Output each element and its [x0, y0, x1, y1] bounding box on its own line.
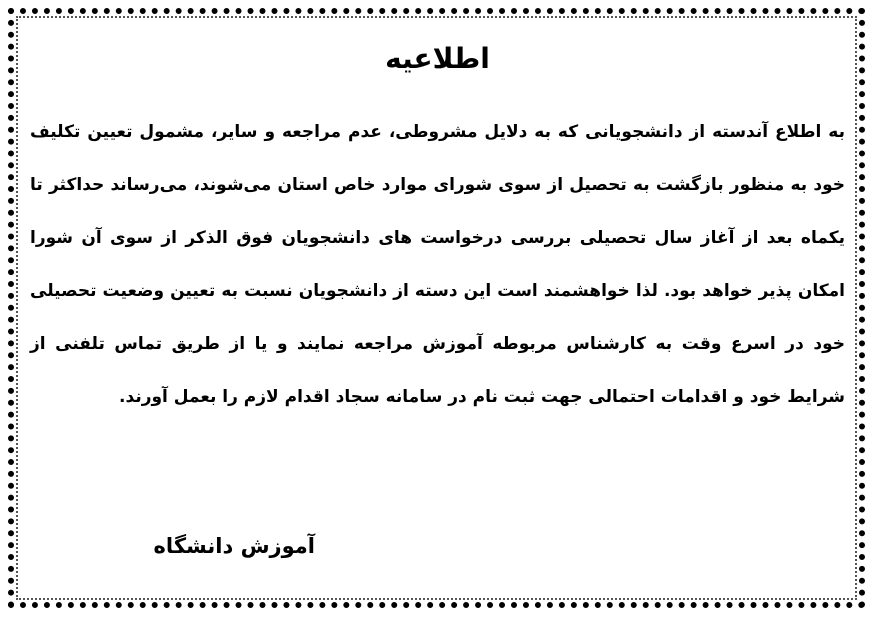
notice-title: اطلاعیه: [385, 42, 490, 75]
notice-signature: آموزش دانشگاه: [153, 534, 315, 558]
notice-document: [30, 36, 845, 558]
notice-body: به اطلاع آندسته از دانشجویانی که به دلایل مشروطی، عدم مراجعه و سایر، مشمول تعیین تکلیف خود به منظور بازگشت به تحصیل از سوی شورای موارد خاص استان می‌شوند، می‌رساند حداکثر تا یکماه بعد از آغاز سال تحصیلی بررسی درخواست های دانشجویان فوق الذکر از سوی آن شورا امکان پذیر خواهد بود. لذا خواهشمند است این دسته از دانشجویان نسبت به تعیین وضعیت تحصیلی خود در اسرع وقت به کارشناس مربوطه آموزش مراجعه نمایند و یا از طریق تماس تلفنی از شرایط خود و اقدامات احتمالی جهت ثبت نام در سامانه سجاد اقدام لازم را بعمل آورند.: [30, 122, 845, 407]
